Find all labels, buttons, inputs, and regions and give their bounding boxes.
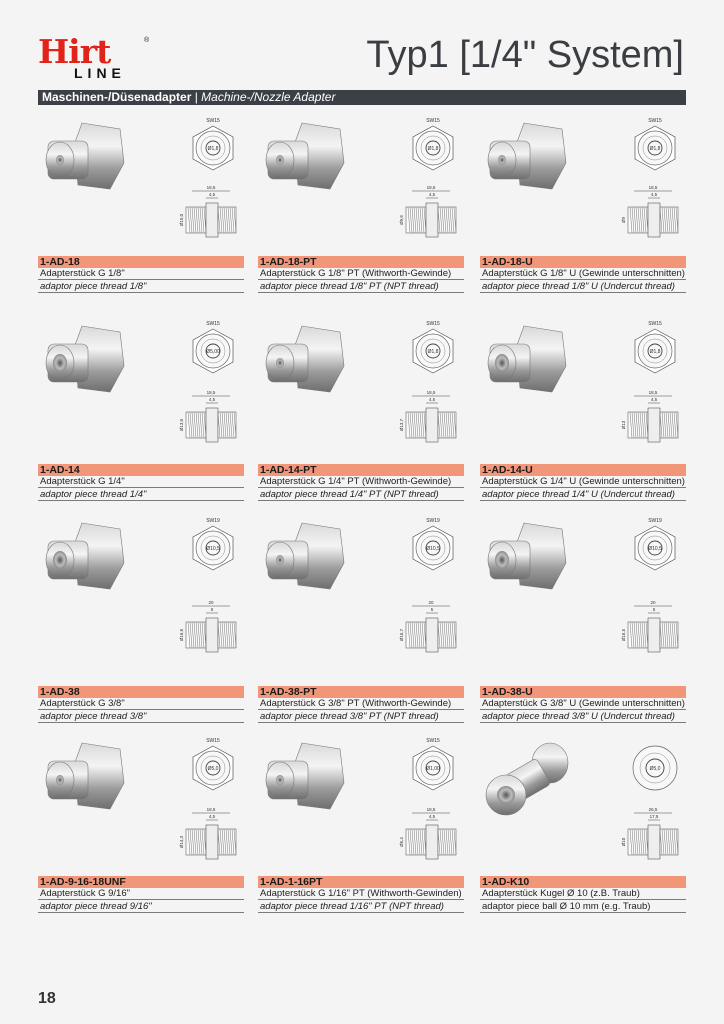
- description-en: adaptor piece thread 3/8" U (Undercut thread): [480, 711, 686, 723]
- product-card: [480, 515, 686, 722]
- thread-length-label: 4,5: [208, 814, 216, 819]
- hex-size-label: SW15: [426, 738, 440, 744]
- overall-length-label: 20: [428, 600, 434, 605]
- overall-length-label: 18,5: [426, 185, 436, 190]
- thread-diameter-label: Ø16,6: [179, 628, 184, 642]
- description-en: adaptor piece thread 1/4" PT (NPT thread): [258, 489, 464, 501]
- thread-diameter-label: Ø15,0: [179, 213, 184, 227]
- product-code: 1-AD-38-U: [480, 686, 686, 698]
- side-view-drawing: [180, 600, 242, 660]
- side-view-drawing: [180, 390, 242, 450]
- description-en: adaptor piece thread 1/8" U (Undercut thread): [480, 281, 686, 293]
- top-diameter-label: Ø5,0: [649, 766, 661, 772]
- overall-length-label: 26,5: [648, 807, 658, 812]
- product-code: 1-AD-38-PT: [258, 686, 464, 698]
- product-card: [258, 318, 464, 513]
- top-view-drawing: [404, 515, 462, 573]
- product-code: 1-AD-18: [38, 256, 244, 268]
- overall-length-label: 18,5: [648, 185, 658, 190]
- description-de: Adapterstück G 1/16" PT (Withworth-Gewinden): [258, 888, 464, 900]
- description-de: Adapterstück G 3/8" PT (Withworth-Gewinde): [258, 698, 464, 710]
- thread-length-label: 5: [210, 607, 214, 612]
- hirt-line-logo: [38, 32, 158, 81]
- top-diameter-label: Ø1,8: [207, 146, 219, 152]
- thread-length-label: 4,5: [428, 192, 436, 197]
- top-view-drawing: [626, 318, 684, 376]
- overall-length-label: 18,5: [648, 390, 658, 395]
- hex-size-label: SW19: [648, 518, 662, 524]
- hex-size-label: SW15: [426, 118, 440, 124]
- product-code: 1-AD-14-U: [480, 464, 686, 476]
- top-view-drawing: [184, 515, 242, 573]
- thread-length-label: 4,5: [650, 397, 658, 402]
- description-de: Adapterstück Kugel Ø 10 (z.B. Traub): [480, 888, 686, 900]
- product-code: 1-AD-18-PT: [258, 256, 464, 268]
- side-view-drawing: [622, 807, 684, 867]
- product-code: 1-AD-9-16-18UNF: [38, 876, 244, 888]
- logo-wordmark: Hirt: [38, 32, 111, 71]
- thread-diameter-label: Ø16,7: [399, 628, 404, 642]
- description-en: adaptor piece thread 3/8" PT (NPT thread): [258, 711, 464, 723]
- description-de: Adapterstück G 1/8" PT (Withworth-Gewinde): [258, 268, 464, 280]
- thread-diameter-label: Ø13: [621, 420, 626, 430]
- description-en: adaptor piece thread 1/4": [38, 489, 244, 501]
- description-en: adaptor piece thread 1/16" PT (NPT thread): [258, 901, 464, 913]
- overall-length-label: 18,5: [206, 185, 216, 190]
- top-view-drawing: [626, 515, 684, 573]
- description-en: adaptor piece thread 3/8": [38, 711, 244, 723]
- top-diameter-label: Ø10,5: [426, 546, 440, 552]
- top-view-drawing: [184, 115, 242, 173]
- thread-diameter-label: Ø9: [621, 216, 626, 224]
- product-photo: [258, 318, 350, 408]
- top-diameter-label: Ø1,8: [649, 146, 661, 152]
- product-code: 1-AD-18-U: [480, 256, 686, 268]
- top-view-drawing: [626, 115, 684, 173]
- product-code: 1-AD-14-PT: [258, 464, 464, 476]
- thread-diameter-label: Ø6,4: [399, 837, 404, 847]
- product-photo: [258, 115, 350, 205]
- product-code: 1-AD-K10: [480, 876, 686, 888]
- description-de: Adapterstück G 1/4" U (Gewinde unterschnitten): [482, 476, 685, 487]
- description-de: Adapterstück G 3/8" U (Gewinde unterschnitten): [482, 698, 685, 709]
- overall-length-label: 18,5: [206, 807, 216, 812]
- thread-length-label: 4,5: [428, 397, 436, 402]
- top-diameter-label: Ø1,00: [426, 766, 440, 772]
- top-view-drawing: [404, 735, 462, 793]
- top-diameter-label: Ø1,8: [649, 349, 661, 355]
- product-photo: [480, 515, 572, 605]
- top-diameter-label: Ø1,8: [427, 349, 439, 355]
- product-photo: [258, 735, 350, 825]
- thread-length-label: 4,5: [208, 397, 216, 402]
- side-view-drawing: [400, 600, 462, 660]
- page-number: 18: [38, 990, 56, 1007]
- top-view-drawing: [626, 735, 684, 793]
- product-code: 1-AD-14: [38, 464, 244, 476]
- hex-size-label: SW19: [206, 518, 220, 524]
- thread-diameter-label: Ø13,7: [399, 418, 404, 432]
- product-photo: [480, 318, 572, 408]
- side-view-drawing: [400, 185, 462, 245]
- product-card: [480, 735, 686, 930]
- product-card: [480, 115, 686, 310]
- description-de: Adapterstück G 9/16": [38, 888, 244, 900]
- top-diameter-label: Ø1,8: [427, 146, 439, 152]
- thread-length-label: 4,5: [428, 814, 436, 819]
- hex-size-label: SW15: [206, 738, 220, 744]
- top-diameter-label: Ø5,00: [206, 349, 220, 355]
- top-view-drawing: [184, 318, 242, 376]
- product-code: 1-AD-1-16PT: [258, 876, 464, 888]
- thread-diameter-label: Ø13,0: [179, 418, 184, 432]
- top-view-drawing: [184, 735, 242, 793]
- product-photo: [38, 115, 130, 205]
- description-en: adaptor piece thread 1/4" U (Undercut thread): [480, 489, 686, 501]
- product-card: [38, 318, 244, 513]
- section-title-de: Maschinen-/Düsenadapter: [42, 90, 192, 104]
- side-view-drawing: [400, 807, 462, 867]
- thread-diameter-label: Ø10: [621, 837, 626, 847]
- description-en: adaptor piece thread 1/8": [38, 281, 244, 293]
- thread-diameter-label: Ø9,6: [399, 215, 404, 225]
- thread-length-label: 5: [652, 607, 656, 612]
- side-view-drawing: [400, 390, 462, 450]
- product-card: [480, 318, 686, 513]
- section-header: [38, 90, 686, 105]
- overall-length-label: 18,5: [426, 390, 436, 395]
- product-card: [38, 515, 244, 722]
- overall-length-label: 18,5: [206, 390, 216, 395]
- thread-length-label: 4,5: [650, 192, 658, 197]
- side-view-drawing: [622, 600, 684, 660]
- product-photo: [258, 515, 350, 605]
- top-diameter-label: Ø5,0: [207, 766, 219, 772]
- section-title-en: Machine-/Nozzle Adapter: [201, 90, 336, 104]
- product-photo: [38, 318, 130, 408]
- description-de: Adapterstück G 1/4" PT (Withworth-Gewinde): [258, 476, 464, 488]
- product-card: [258, 735, 464, 930]
- top-view-drawing: [404, 115, 462, 173]
- section-separator: |: [191, 90, 202, 104]
- description-de: Adapterstück G 1/4": [38, 476, 244, 488]
- top-view-drawing: [404, 318, 462, 376]
- description-de: Adapterstück G 1/8": [38, 268, 244, 280]
- product-photo: [38, 515, 130, 605]
- page-title: Typ1 [1/4" System]: [366, 34, 684, 76]
- top-diameter-label: Ø10,5: [648, 546, 662, 552]
- description-de: Adapterstück G 3/8": [38, 698, 244, 710]
- product-card: [258, 515, 464, 722]
- product-photo: [480, 735, 572, 825]
- side-view-drawing: [180, 807, 242, 867]
- product-card: [38, 115, 244, 310]
- description-en: adaptor piece thread 1/8" PT (NPT thread): [258, 281, 464, 293]
- top-diameter-label: Ø10,5: [206, 546, 220, 552]
- side-view-drawing: [622, 185, 684, 245]
- product-photo: [480, 115, 572, 205]
- description-en: adaptor piece thread 9/16": [38, 901, 244, 913]
- product-code: 1-AD-38: [38, 686, 244, 698]
- hex-size-label: SW15: [206, 321, 220, 327]
- logo-registered-mark: ®: [144, 37, 150, 44]
- thread-length-label: 5: [430, 607, 434, 612]
- hex-size-label: SW15: [426, 321, 440, 327]
- hex-size-label: SW19: [426, 518, 440, 524]
- side-view-drawing: [180, 185, 242, 245]
- side-view-drawing: [622, 390, 684, 450]
- product-card: [258, 115, 464, 310]
- thread-diameter-label: Ø14,3: [179, 835, 184, 849]
- overall-length-label: 20: [208, 600, 214, 605]
- thread-diameter-label: Ø16,5: [621, 628, 626, 642]
- hex-size-label: SW15: [648, 118, 662, 124]
- overall-length-label: 18,5: [426, 807, 436, 812]
- overall-length-label: 20: [650, 600, 656, 605]
- description-en: adaptor piece ball Ø 10 mm (e.g. Traub): [480, 901, 686, 913]
- hex-size-label: SW15: [648, 321, 662, 327]
- thread-length-label: 4,5: [208, 192, 216, 197]
- product-photo: [38, 735, 130, 825]
- logo-subtitle: LINE: [74, 65, 126, 81]
- thread-length-label: 17,5: [649, 814, 659, 819]
- description-de: Adapterstück G 1/8" U (Gewinde unterschnitten): [482, 268, 685, 279]
- product-card: [38, 735, 244, 930]
- hex-size-label: SW15: [206, 118, 220, 124]
